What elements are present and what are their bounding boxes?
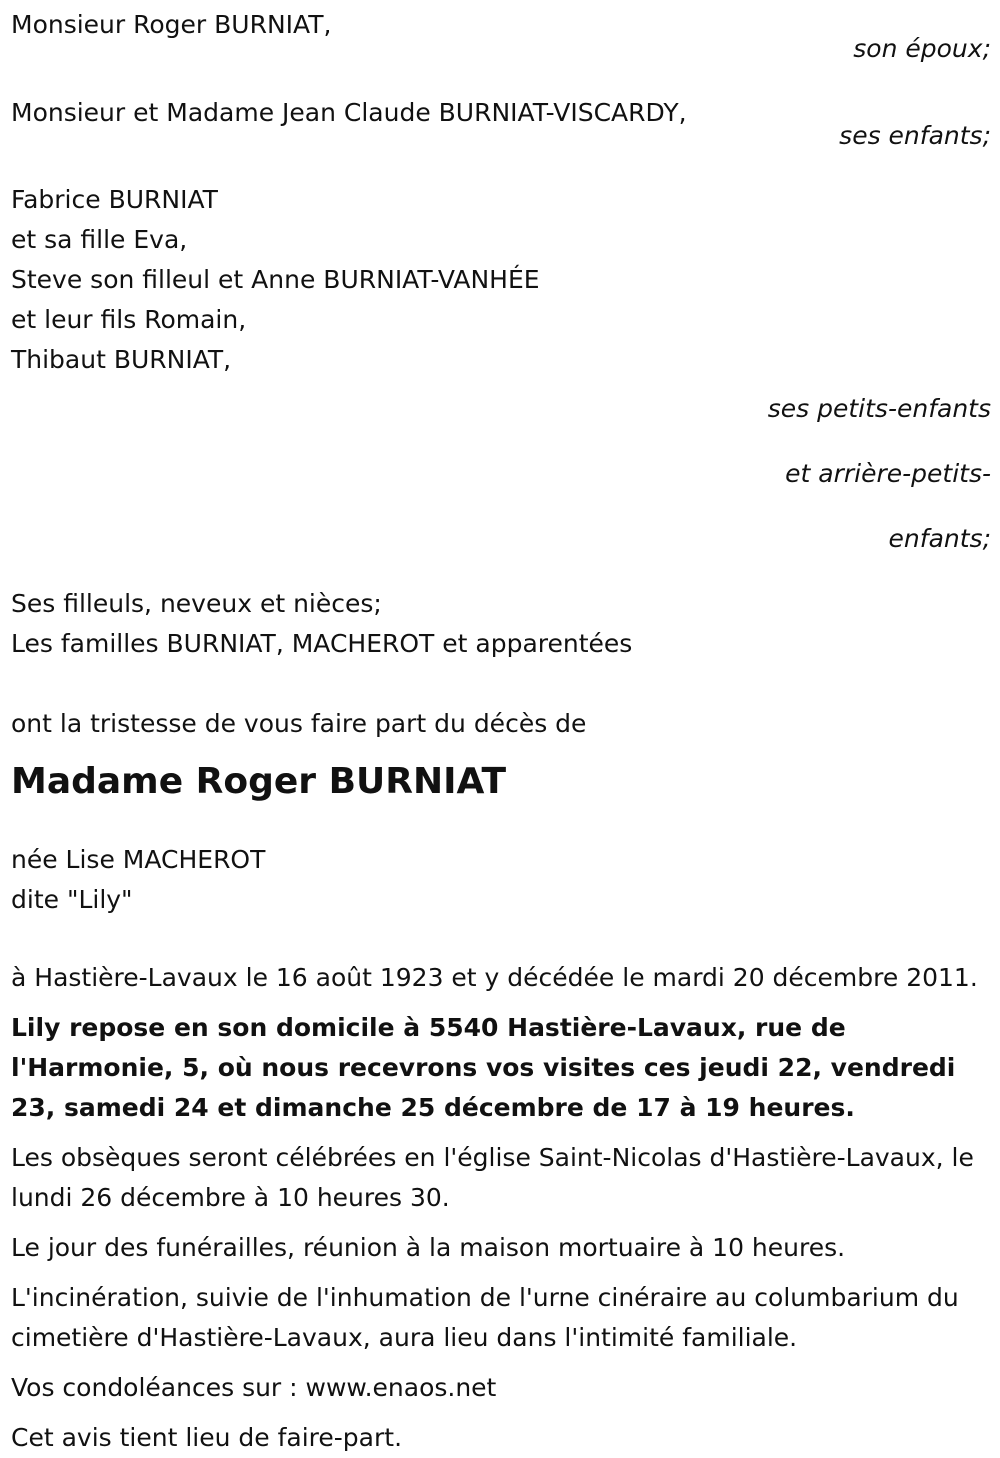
condolences-paragraph: Vos condoléances sur : www.enaos.net xyxy=(11,1373,497,1402)
born-name: née Lise MACHEROT xyxy=(11,845,266,874)
grandchildren-role xyxy=(11,389,991,559)
nickname: dite "Lily" xyxy=(11,885,133,914)
husband-name: Monsieur Roger BURNIAT, xyxy=(11,10,332,39)
cremation-paragraph: L'incinération, suivie de l'inhumation de l'urne cinéraire au columbarium du cimetière d'Hastière-Lavaux, aura lieu dans l'intimité familiale. xyxy=(11,1283,959,1352)
relatives-line: Ses filleuls, neveux et nièces; xyxy=(11,589,382,618)
grandchild-line: Fabrice BURNIAT xyxy=(11,185,218,214)
grandchild-line: et sa fille Eva, xyxy=(11,225,188,254)
other-relatives xyxy=(11,584,991,664)
relatives-line: Les familles BURNIAT, MACHEROT et apparentées xyxy=(11,629,633,658)
grandchildren-role-line: ses petits-enfants xyxy=(767,394,991,423)
notice-paragraph: Cet avis tient lieu de faire-part. xyxy=(11,1423,403,1452)
announcement-text: ont la tristesse de vous faire part du décès de xyxy=(11,709,587,738)
grandchild-line: et leur fils Romain, xyxy=(11,305,247,334)
obituary-notice xyxy=(11,5,991,1458)
meeting-paragraph: Le jour des funérailles, réunion à la maison mortuaire à 10 heures. xyxy=(11,1233,846,1262)
husband-role: son époux; xyxy=(853,34,991,63)
birth-death-paragraph: à Hastière-Lavaux le 16 août 1923 et y décédée le mardi 20 décembre 2011. xyxy=(11,963,978,992)
grandchild-line: Thibaut BURNIAT, xyxy=(11,345,232,374)
children-role: ses enfants; xyxy=(839,121,991,150)
deceased-name: Madame Roger BURNIAT xyxy=(11,761,507,802)
grandchildren-role-line: enfants; xyxy=(888,524,991,553)
funeral-paragraph: Les obsèques seront célébrées en l'église Saint-Nicolas d'Hastière-Lavaux, le lundi 26 décembre à 10 heures 30. xyxy=(11,1143,974,1212)
deceased-details xyxy=(11,840,991,920)
children-name: Monsieur et Madame Jean Claude BURNIAT-VISCARDY, xyxy=(11,98,687,127)
grandchildren-list xyxy=(11,180,991,380)
visit-paragraph: Lily repose en son domicile à 5540 Hastière-Lavaux, rue de l'Harmonie, 5, où nous recevrons vos visites ces jeudi 22, vendredi 23, samedi 24 et dimanche 25 décembre de 17 à 19 heures. xyxy=(11,1013,956,1122)
grandchildren-role-line: et arrière-petits- xyxy=(785,459,991,488)
grandchild-line: Steve son filleul et Anne BURNIAT-VANHÉE xyxy=(11,265,540,294)
